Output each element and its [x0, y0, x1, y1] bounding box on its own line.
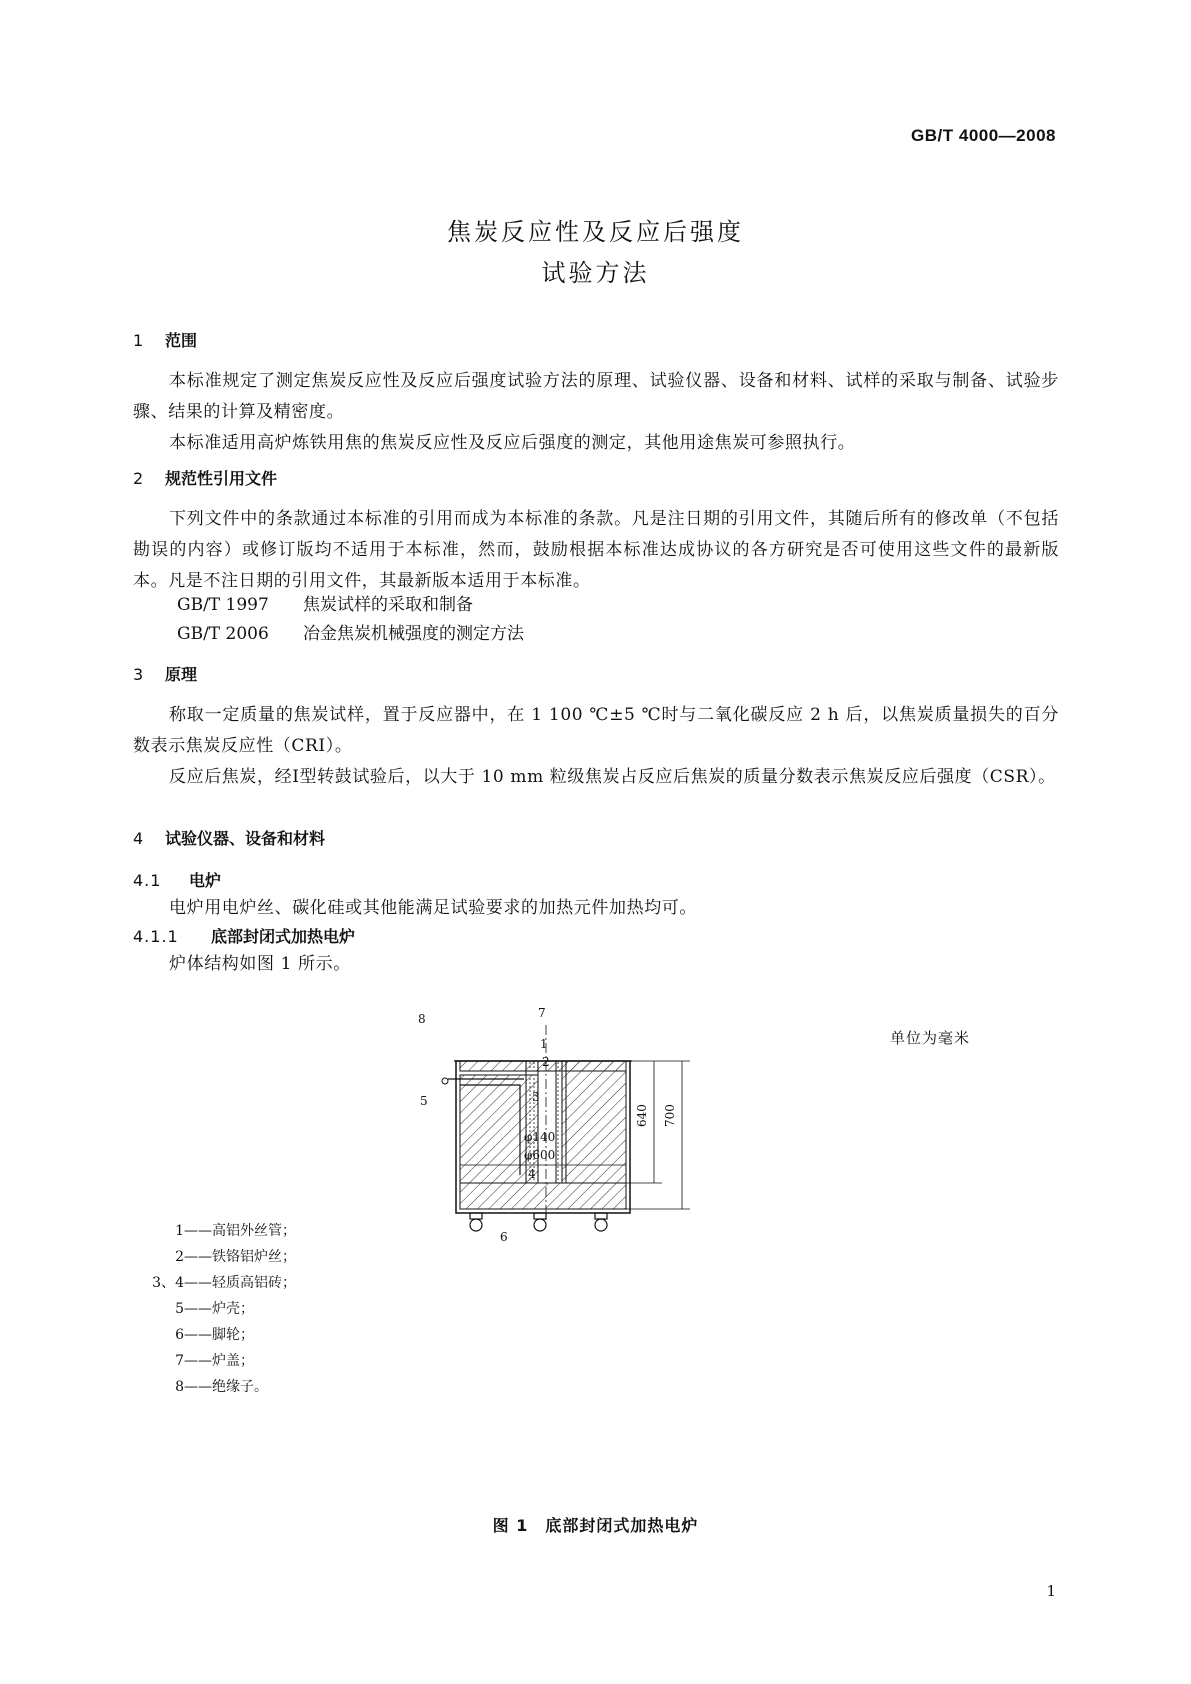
page-number: 1 — [1046, 1582, 1056, 1600]
section-number: 3 — [133, 665, 144, 684]
section-number: 1 — [133, 331, 144, 350]
part-label: 7 — [538, 1006, 546, 1020]
document-subtitle: 试验方法 — [541, 259, 650, 287]
paragraph: 下列文件中的条款通过本标准的引用而成为本标准的条款。凡是注日期的引用文件，其随后所有的修改单（不包括勘误的内容）或修订版均不适用于本标准，然而，鼓励根据本标准达成协议的各方研究是否可使用这些文件的最新版本。凡是不注日期的引用文件，其最新版本适用于本标准。 — [133, 509, 1059, 591]
paragraph: 炉体结构如图 1 所示。 — [169, 954, 351, 974]
section-1-body — [133, 366, 1059, 459]
legend-number: 3、4 — [152, 1275, 184, 1291]
section-4-1-1-heading — [133, 924, 355, 947]
part-label: 5 — [420, 1094, 428, 1108]
legend-item — [150, 1376, 268, 1396]
legend-text: ——高铝外丝管； — [184, 1223, 296, 1239]
part-label: 1 — [540, 1037, 548, 1051]
legend-item — [150, 1350, 254, 1370]
dim-outer-dia: φ600 — [524, 1148, 556, 1162]
section-title: 试验仪器、设备和材料 — [165, 829, 326, 848]
section-title: 原理 — [165, 665, 198, 684]
section-title: 范围 — [165, 331, 198, 350]
section-2-heading — [133, 466, 277, 489]
legend-item — [150, 1246, 296, 1266]
section-3-body — [133, 700, 1059, 793]
section-4-1-body — [133, 893, 1059, 924]
legend-item — [150, 1272, 296, 1292]
section-4-heading — [133, 826, 325, 849]
paragraph: 反应后焦炭，经Ⅰ型转鼓试验后，以大于 10 mm 粒级焦炭占反应后焦炭的质量分数表示焦炭反应后强度（CSR）。 — [169, 767, 1056, 787]
paragraph: 称取一定质量的焦炭试样，置于反应器中，在 1 100 ℃±5 ℃时与二氧化碳反应 2 h 后，以焦炭质量损失的百分数表示焦炭反应性（CRI）。 — [133, 705, 1059, 756]
reference-title: 焦炭试样的采取和制备 — [303, 595, 473, 615]
reference-item — [177, 619, 524, 644]
section-number: 4.1.1 — [133, 927, 179, 946]
legend-number: 7 — [175, 1353, 184, 1369]
section-4-1-heading — [133, 868, 221, 891]
part-label: 6 — [500, 1230, 508, 1244]
part-label: 4 — [528, 1167, 536, 1181]
section-title: 电炉 — [189, 871, 222, 890]
document-title: 焦炭反应性及反应后强度 — [447, 218, 744, 246]
legend-text: ——绝缘子。 — [184, 1379, 268, 1395]
section-title: 规范性引用文件 — [165, 469, 278, 488]
part-label: 8 — [418, 1012, 426, 1026]
section-3-heading — [133, 662, 197, 685]
section-title: 底部封闭式加热电炉 — [211, 927, 356, 946]
legend-number: 1 — [175, 1223, 184, 1239]
reference-item — [177, 590, 473, 615]
legend-number: 2 — [175, 1249, 184, 1265]
insulator — [442, 1078, 448, 1084]
dim-inner-dia: φ140 — [524, 1130, 556, 1144]
section-1-heading — [133, 328, 197, 351]
standard-code: GB/T 4000—2008 — [911, 126, 1056, 145]
legend-number: 6 — [175, 1327, 184, 1343]
reference-code: GB/T 2006 — [177, 624, 269, 644]
reference-title: 冶金焦炭机械强度的测定方法 — [303, 624, 524, 644]
section-number: 4 — [133, 829, 144, 848]
casters — [470, 1213, 607, 1231]
paragraph: 本标准规定了测定焦炭反应性及反应后强度试验方法的原理、试验仪器、设备和材料、试样的采取与制备、试验步骤、结果的计算及精密度。 — [133, 371, 1059, 422]
part-label: 2 — [542, 1055, 550, 1069]
section-number: 2 — [133, 469, 144, 488]
legend-item — [150, 1220, 296, 1240]
insulation-brick-bottom — [460, 1183, 626, 1209]
paragraph: 本标准适用高炉炼铁用焦的焦炭反应性及反应后强度的测定，其他用途焦炭可参照执行。 — [169, 433, 856, 453]
paragraph: 电炉用电炉丝、碳化硅或其他能满足试验要求的加热元件加热均可。 — [169, 898, 697, 918]
section-2-body — [133, 504, 1059, 597]
reference-code: GB/T 1997 — [177, 595, 269, 615]
legend-text: ——轻质高铝砖； — [184, 1275, 296, 1291]
legend-item — [150, 1298, 254, 1318]
furnace-diagram — [418, 1006, 740, 1245]
legend-number: 8 — [175, 1379, 184, 1395]
dim-700: 700 — [663, 1104, 677, 1127]
legend-text: ——铁铬铝炉丝； — [184, 1249, 296, 1265]
legend-item — [150, 1324, 254, 1344]
legend-text: ——脚轮； — [184, 1327, 254, 1343]
legend-text: ——炉壳； — [184, 1301, 254, 1317]
legend-number: 5 — [175, 1301, 184, 1317]
figure-caption: 图 1 底部封闭式加热电炉 — [492, 1516, 699, 1535]
section-number: 4.1 — [133, 871, 162, 890]
dim-640: 640 — [635, 1104, 649, 1127]
section-4-1-1-body — [133, 949, 1059, 980]
legend-text: ——炉盖； — [184, 1353, 254, 1369]
part-label: 3 — [532, 1090, 540, 1104]
unit-note: 单位为毫米 — [890, 1029, 971, 1047]
